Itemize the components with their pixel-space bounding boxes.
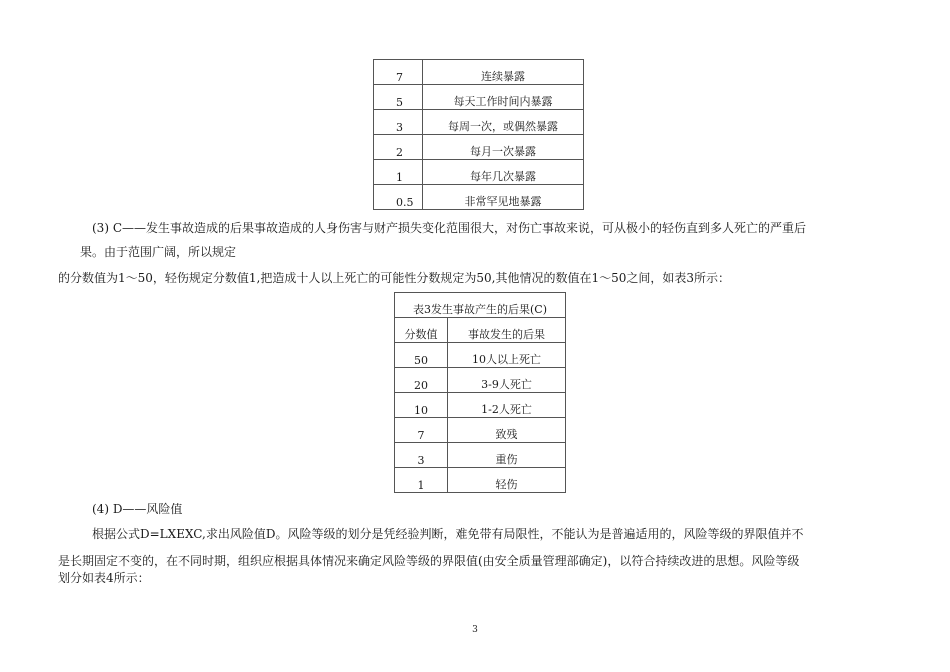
score-cell: 10	[395, 393, 448, 418]
score-cell: 20	[395, 368, 448, 393]
table-row	[374, 110, 584, 135]
description-cell: 1-2人死亡	[448, 393, 566, 418]
table-row	[395, 418, 566, 443]
description-cell: 每天工作时间内暴露	[423, 85, 584, 110]
consequence-table	[394, 292, 566, 493]
description-cell: 重伤	[448, 443, 566, 468]
description-cell: 3-9人死亡	[448, 368, 566, 393]
table-row	[374, 60, 584, 85]
table-row	[374, 185, 584, 210]
table-header-row	[395, 318, 566, 343]
score-cell: 7	[395, 418, 448, 443]
table-caption-row	[395, 293, 566, 318]
description-cell: 连续暴露	[423, 60, 584, 85]
score-cell: 0.5	[374, 185, 423, 210]
table-row	[374, 160, 584, 185]
table-row	[395, 468, 566, 493]
score-cell: 3	[374, 110, 423, 135]
description-cell: 10人以上死亡	[448, 343, 566, 368]
score-cell: 1	[395, 468, 448, 493]
consequence-paragraph-line-2: 果。由于范围广阔，所以规定	[80, 245, 237, 259]
consequence-paragraph-line-3: 的分数值为1～50，轻伤规定分数值1,把造成十人以上死亡的可能性分数规定为50,其他情况的数值在1～50之间，如表3所示：	[58, 271, 730, 285]
score-cell: 1	[374, 160, 423, 185]
page-number: 3	[472, 625, 478, 635]
score-cell: 7	[374, 60, 423, 85]
column-header-score: 分数值	[395, 318, 448, 343]
description-cell: 非常罕见地暴露	[423, 185, 584, 210]
table-row	[374, 85, 584, 110]
score-cell: 3	[395, 443, 448, 468]
risk-paragraph-line-1: 根据公式D=LXEXC,求出风险值D。风险等级的划分是凭经验判断，难免带有局限性，不能认为是普遍适用的，风险等级的界限值并不	[92, 527, 804, 541]
score-cell: 50	[395, 343, 448, 368]
description-cell: 致残	[448, 418, 566, 443]
table-row	[395, 368, 566, 393]
risk-paragraph-line-3: 划分如表4所示：	[58, 571, 150, 585]
consequence-paragraph-line-1: (3) C——发生事故造成的后果事故造成的人身伤害与财产损失变化范围很大，对伤亡事故来说，可从极小的轻伤直到多人死亡的严重后	[92, 221, 806, 235]
exposure-frequency-table	[373, 59, 584, 210]
risk-value-heading: (4) D——风险值	[92, 502, 183, 516]
description-cell: 每周一次，或偶然暴露	[423, 110, 584, 135]
score-cell: 2	[374, 135, 423, 160]
table-row	[374, 135, 584, 160]
description-cell: 每月一次暴露	[423, 135, 584, 160]
table-row	[395, 343, 566, 368]
score-cell: 5	[374, 85, 423, 110]
description-cell: 每年几次暴露	[423, 160, 584, 185]
table-row	[395, 393, 566, 418]
description-cell: 轻伤	[448, 468, 566, 493]
column-header-consequence: 事故发生的后果	[448, 318, 566, 343]
risk-paragraph-line-2: 是长期固定不变的，在不同时期，组织应根据具体情况来确定风险等级的界限值(由安全质量管理部确定)，以符合持续改进的思想。风险等级	[58, 554, 800, 568]
table-caption: 表3发生事故产生的后果(C)	[395, 293, 566, 318]
table-row	[395, 443, 566, 468]
